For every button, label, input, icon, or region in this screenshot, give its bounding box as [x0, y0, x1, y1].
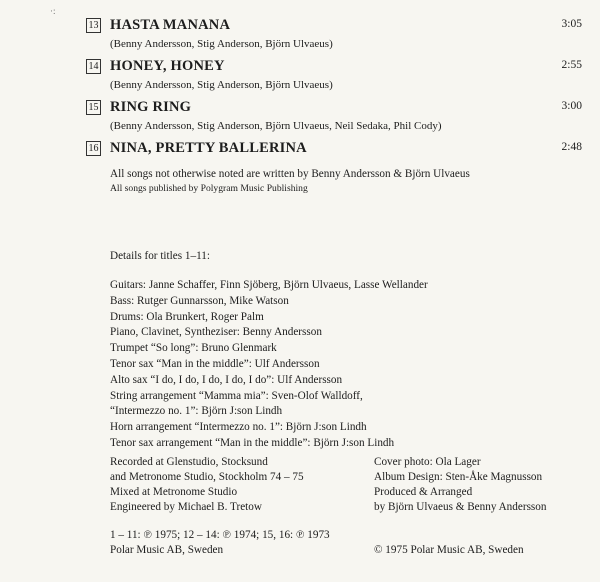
phonogram-notice [110, 528, 330, 558]
musician-details [110, 248, 428, 452]
details-heading: Details for titles 1–11: [110, 250, 210, 262]
track-item [86, 96, 582, 137]
production-line: Album Design: Sten-Åke Magnusson [374, 471, 543, 483]
recording-line: Mixed at Metronome Studio [110, 486, 238, 498]
details-line: Drums: Ola Brunkert, Roger Palm [110, 310, 264, 323]
copyright-notice: © 1975 Polar Music AB, Sweden [374, 544, 524, 556]
details-line: Horn arrangement “Intermezzo no. 1”: Björn J:son Lindh [110, 421, 367, 434]
phonogram-line: Polar Music AB, Sweden [110, 544, 224, 556]
track-duration: 2:55 [561, 59, 582, 71]
track-item [86, 137, 582, 159]
track-duration: 2:48 [561, 141, 582, 153]
track-credit: (Benny Andersson, Stig Anderson, Björn Ulvaeus, Neil Sedaka, Phil Cody) [110, 120, 442, 132]
details-line: Alto sax “I do, I do, I do, I do, I do”: Ulf Andersson [110, 373, 343, 386]
track-number: 15 [86, 100, 101, 115]
song-notes [110, 167, 470, 196]
track-list [86, 14, 582, 159]
details-line: Tenor sax arrangement “Man in the middle”: Björn J:son Lindh [110, 436, 395, 449]
track-title: RING RING [110, 98, 192, 115]
track-item [86, 55, 582, 96]
written-note: All songs not otherwise noted are written by Benny Andersson & Björn Ulvaeus [110, 168, 470, 180]
details-line: Tenor sax “Man in the middle”: Ulf Andersson [110, 357, 320, 370]
details-line: String arrangement “Mamma mia”: Sven-Olof Walldoff, [110, 389, 363, 402]
production-line: by Björn Ulvaeus & Benny Andersson [374, 501, 547, 513]
recording-credits [110, 455, 304, 515]
track-duration: 3:00 [561, 100, 582, 112]
phonogram-line: 1 – 11: ℗ 1975; 12 – 14: ℗ 1974; 15, 16: ℗ 1973 [110, 529, 330, 541]
details-line: Bass: Rutger Gunnarsson, Mike Watson [110, 294, 289, 307]
track-number: 14 [86, 59, 101, 74]
details-line: Trumpet “So long”: Bruno Glenmark [110, 342, 277, 355]
details-line: Guitars: Janne Schaffer, Finn Sjöberg, Björn Ulvaeus, Lasse Wellander [110, 279, 428, 291]
track-duration: 3:05 [561, 18, 582, 30]
production-line: Produced & Arranged [374, 486, 473, 498]
track-number: 13 [86, 18, 101, 33]
recording-line: Recorded at Glenstudio, Stocksund [110, 456, 268, 468]
track-title: HONEY, HONEY [110, 57, 225, 74]
track-credit: (Benny Andersson, Stig Anderson, Björn Ulvaeus) [110, 79, 333, 91]
publishing-note: All songs published by Polygram Music Publishing [110, 183, 308, 194]
corner-mark: ·: [50, 6, 56, 16]
details-line: “Intermezzo no. 1”: Björn J:son Lindh [110, 405, 283, 418]
track-title: HASTA MANANA [110, 16, 231, 33]
recording-line: and Metronome Studio, Stockholm 74 – 75 [110, 471, 304, 483]
track-title: NINA, PRETTY BALLERINA [110, 139, 307, 156]
track-number: 16 [86, 141, 101, 156]
production-credits [374, 455, 546, 515]
track-credit: (Benny Andersson, Stig Anderson, Björn Ulvaeus) [110, 38, 333, 50]
track-item [86, 14, 582, 55]
recording-line: Engineered by Michael B. Tretow [110, 501, 262, 513]
details-line: Piano, Clavinet, Syntheziser: Benny Andersson [110, 326, 322, 339]
production-line: Cover photo: Ola Lager [374, 456, 481, 468]
